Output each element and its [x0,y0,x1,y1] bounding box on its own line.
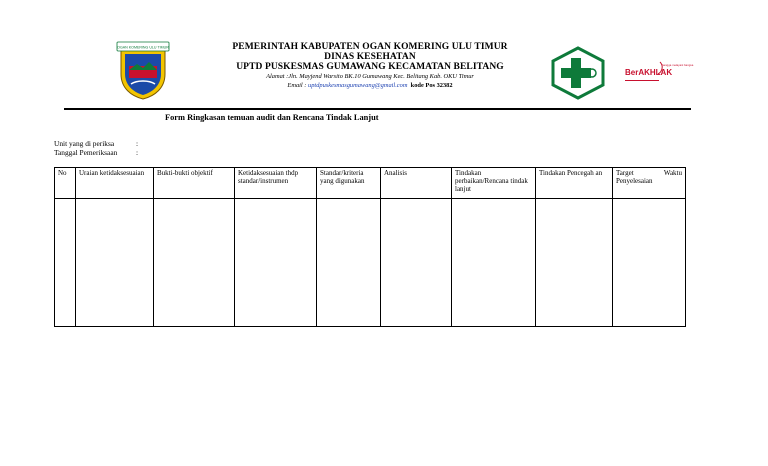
table-row [55,199,686,327]
table-header-row [55,168,686,199]
col-header-preventive-action: Tindakan Pencegah an [536,168,613,199]
audit-findings-table [54,167,686,327]
contact-line [210,82,530,90]
date-separator: : [136,148,139,157]
cell-preventive-action[interactable] [536,199,613,327]
berakhlak-logo [624,58,694,88]
form-meta [54,139,146,157]
date-row [54,148,146,157]
date-label: Tanggal Pemeriksaan [54,148,118,157]
col-header-corrective-action: Tindakan perbaikan/Rencana tindak lanjut [452,168,536,199]
col-header-description: Uraian ketidaksesuaian [76,168,154,199]
cell-analysis[interactable] [381,199,452,327]
unit-separator: : [136,139,139,148]
cell-nonconformity[interactable] [235,199,317,327]
col-header-analysis: Analisis [381,168,452,199]
letterhead [210,42,530,90]
cell-description[interactable] [76,199,154,327]
form-title: Form Ringkasan temuan audit dan Rencana Tindak Lanjut [165,113,379,122]
puskesmas-title: UPTD PUSKESMAS GUMAWANG KECAMATAN BELITANG [236,62,504,72]
col-header-target-time: Target Waktu Penyelesaian [613,168,686,199]
department-title: DINAS KESEHATAN [324,52,416,62]
postal-code: kode Pos 32382 [410,82,453,89]
health-ministry-logo [551,47,605,99]
email-link[interactable]: uptdpuskesmasgumawang@gmail.com [308,82,408,89]
berakhlak-tagline: bangga melayani bangsa [662,63,694,67]
unit-row [54,139,146,148]
cell-criteria[interactable] [317,199,381,327]
unit-label: Unit yang di periksa [54,139,115,148]
header-divider [64,108,691,110]
email-label: Email : [287,82,307,89]
col-header-evidence: Bukti-bukti objektif [154,168,235,199]
cell-no[interactable] [55,199,76,327]
cell-target-time[interactable] [613,199,686,327]
cell-evidence[interactable] [154,199,235,327]
col-header-criteria: Standar/kriteria yang digunakan [317,168,381,199]
berakhlak-mark [624,58,694,88]
government-title: PEMERINTAH KABUPATEN OGAN KOMERING ULU TIMUR [232,42,508,52]
col-header-nonconformity: Ketidaksesuaian thdp standar/instrumen [235,168,317,199]
logo-banner-text: OGAN KOMERING ULU TIMUR [117,45,169,50]
col-header-no: No [55,168,76,199]
address-line: Alamat :Jln. Mayjend Warsito BK.10 Gumawang Kec. Belitang Kab. OKU Timur [266,73,474,80]
ogan-komering-ulu-timur-logo [117,40,169,100]
berakhlak-brand-text: BerAKHLAK [625,68,673,77]
cell-corrective-action[interactable] [452,199,536,327]
